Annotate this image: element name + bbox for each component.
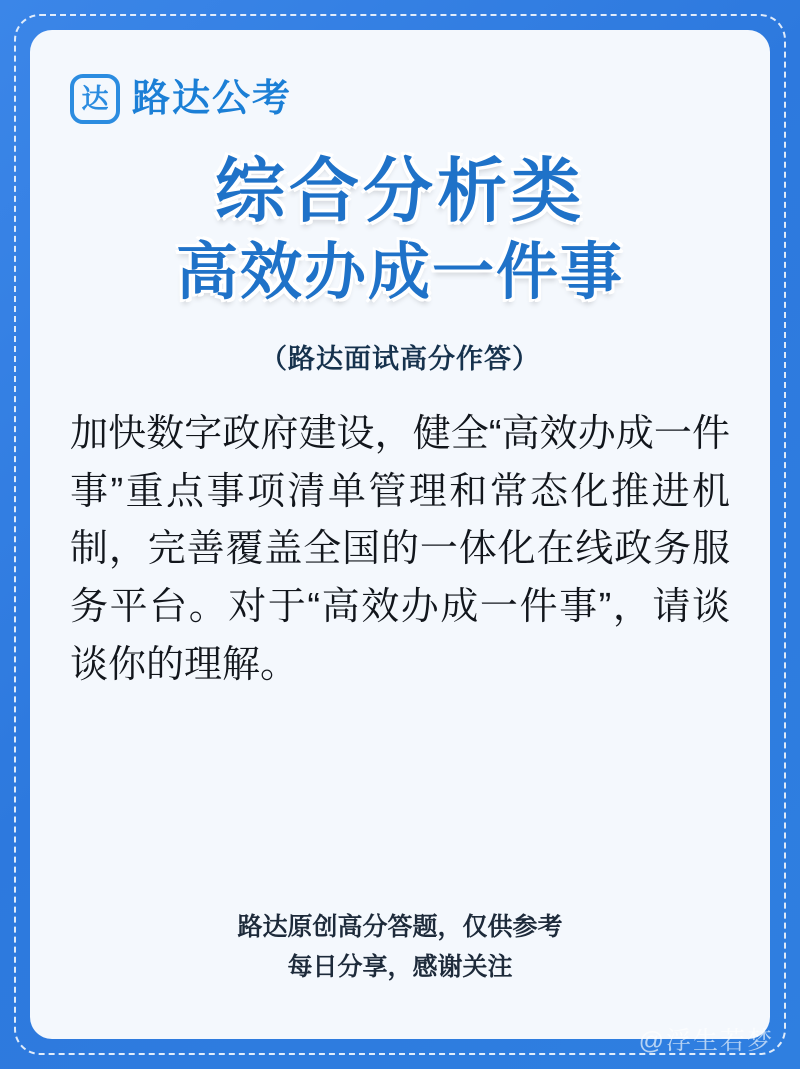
content-card	[30, 30, 770, 1039]
footer-block	[30, 907, 770, 987]
footer-line-2: 每日分享，感谢关注	[287, 953, 513, 981]
page-subtitle: 高效办成一件事	[175, 238, 624, 308]
watermark: @浮生若梦	[638, 1027, 774, 1055]
brand-logo-text: 达	[81, 83, 109, 114]
question-text: 加快数字政府建设，健全“高效办成一件事”重点事项清单管理和常态化推进机制，完善覆盖全国的一体化在线政务服务平台。对于“高效办成一件事”，请谈谈你的理解。	[70, 412, 730, 686]
title-block	[70, 152, 730, 311]
footer-line-1: 路达原创高分答题，仅供参考	[237, 913, 563, 941]
page-title: 综合分析类	[215, 152, 585, 230]
brand-logo-icon	[70, 74, 120, 124]
brand-name: 路达公考	[132, 78, 293, 120]
brand-header	[70, 72, 730, 126]
title-note: （路达面试高分作答）	[260, 343, 540, 374]
